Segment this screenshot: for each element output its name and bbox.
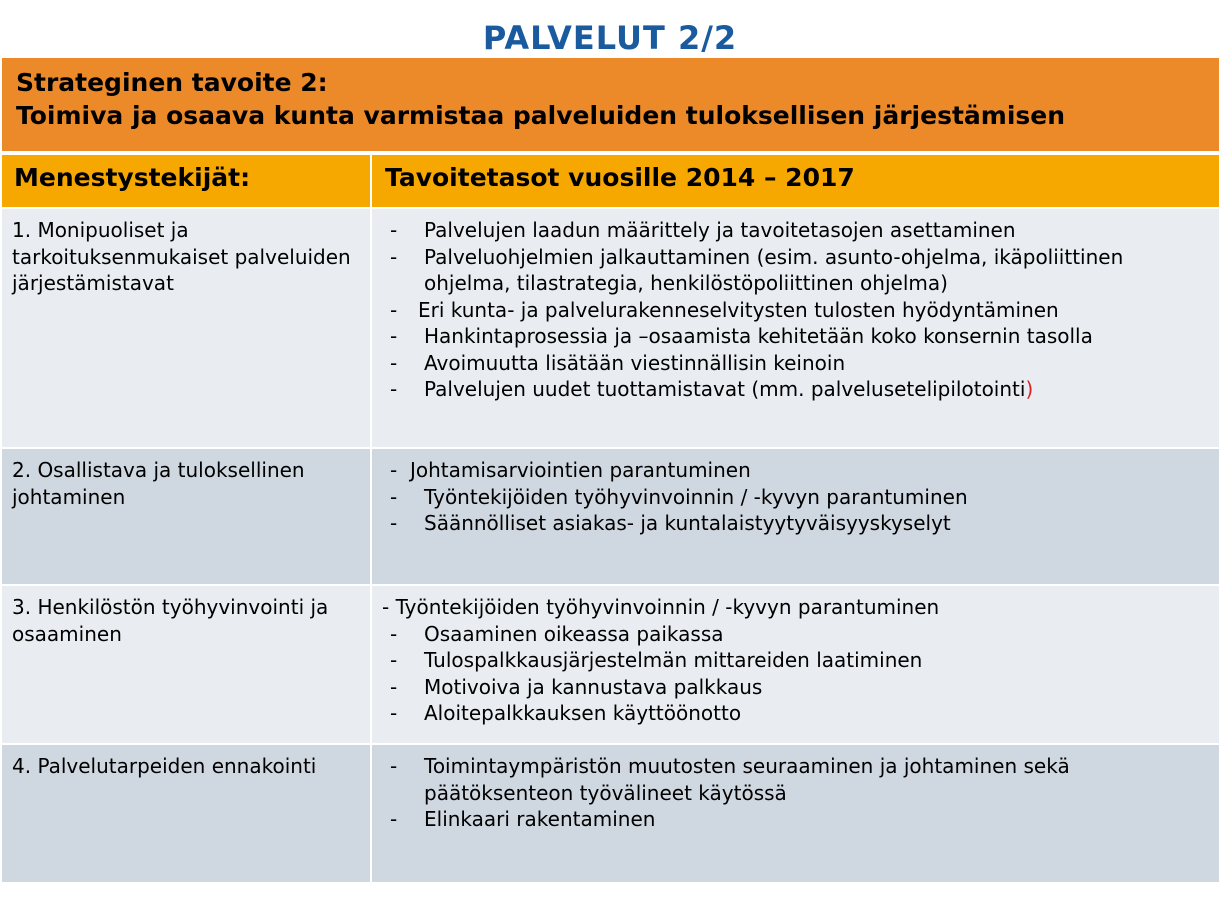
target-item	[382, 647, 1213, 674]
table-header-row	[2, 155, 1219, 207]
bullet-dash: -	[390, 244, 398, 269]
bullet-dash: -	[390, 807, 398, 831]
target-item	[382, 350, 1213, 377]
goal-statement: Toimiva ja osaava kunta varmistaa palveluiden tuloksellisen järjestämisen	[16, 101, 1066, 130]
target-item-text: - Työntekijöiden työhyvinvoinnin / -kyvyn parantuminen	[382, 595, 940, 619]
page-title: PALVELUT 2/2	[482, 19, 738, 57]
target-item-text: Säännölliset asiakas- ja kuntalaistyytyväisyyskyselyt	[424, 511, 951, 535]
target-levels-cell	[372, 745, 1219, 882]
success-factor-cell: 4. Palvelutarpeiden ennakointi	[2, 745, 370, 882]
bullet-dash: -	[390, 377, 398, 401]
success-factor-cell: 3. Henkilöstön työhyvinvointi ja osaaminen	[2, 586, 370, 743]
target-item-text: Avoimuutta lisätään viestinnällisin keinoin	[424, 350, 846, 375]
target-item	[382, 484, 1213, 511]
goal-label: Strateginen tavoite 2:	[16, 68, 328, 97]
success-factor-cell: 1. Monipuoliset ja tarkoituksenmukaiset palveluiden järjestämistavat	[2, 209, 370, 447]
target-levels-cell	[372, 209, 1219, 447]
target-item	[382, 297, 1213, 324]
target-item-text: Johtamisarviointien parantuminen	[410, 458, 751, 482]
strategic-goal-banner	[2, 58, 1219, 151]
target-item-text: Tulospalkkausjärjestelmän mittareiden laatiminen	[424, 648, 923, 672]
target-item-text: Aloitepalkkauksen käyttöönotto	[424, 701, 742, 725]
target-item	[382, 806, 1213, 833]
goals-table	[2, 155, 1219, 882]
target-item-text: Elinkaari rakentaminen	[424, 807, 656, 831]
target-item-text: Eri kunta- ja palvelurakenneselvitysten tulosten hyödyntäminen	[418, 297, 1059, 322]
target-item	[382, 457, 1213, 484]
bullet-dash: -	[390, 701, 398, 725]
bullet-dash: -	[390, 324, 398, 348]
bullet-dash: -	[390, 754, 398, 778]
target-item-text: Palveluohjelmien jalkauttaminen (esim. asunto-ohjelma, ikäpoliittinen ohjelma, tilastrategia, henkilöstöpoliittinen ohjelma)	[424, 244, 1124, 295]
target-item	[382, 674, 1213, 701]
table-row	[2, 209, 1219, 447]
target-item	[382, 621, 1213, 648]
target-item	[382, 376, 1213, 403]
bullet-dash: -	[390, 648, 398, 672]
bullet-dash: -	[390, 511, 398, 535]
target-item-text: Palvelujen laadun määrittely ja tavoitetasojen asettaminen	[424, 218, 1016, 242]
target-levels-cell	[372, 586, 1219, 743]
target-item	[382, 753, 1213, 806]
table-row	[2, 449, 1219, 584]
bullet-dash: -	[390, 350, 398, 375]
target-item-text: Hankintaprosessia ja –osaamista kehitetään koko konsernin tasolla	[424, 324, 1093, 348]
bullet-dash: -	[390, 458, 398, 482]
bullet-dash: -	[390, 297, 398, 322]
table-row	[2, 586, 1219, 743]
bullet-dash: -	[390, 218, 398, 242]
target-item	[382, 594, 1213, 621]
target-item	[382, 700, 1213, 727]
bullet-dash: -	[390, 674, 398, 699]
target-item-text: Työntekijöiden työhyvinvoinnin / -kyvyn parantuminen	[424, 484, 968, 509]
target-item	[382, 217, 1213, 244]
success-factor-cell: 2. Osallistava ja tuloksellinen johtaminen	[2, 449, 370, 584]
table-row	[2, 745, 1219, 882]
target-item-text: Palvelujen uudet tuottamistavat (mm. palvelusetelipilotointi	[424, 377, 1026, 401]
header-target-levels: Tavoitetasot vuosille 2014 – 2017	[372, 155, 1219, 207]
target-item	[382, 323, 1213, 350]
target-item	[382, 244, 1213, 297]
target-item-text: Osaaminen oikeassa paikassa	[424, 621, 724, 646]
bullet-dash: -	[390, 621, 398, 646]
target-item	[382, 510, 1213, 537]
target-item-text: Motivoiva ja kannustava palkkaus	[424, 674, 763, 699]
target-levels-cell	[372, 449, 1219, 584]
header-success-factors: Menestystekijät:	[2, 155, 370, 207]
target-item-text: Toimintaympäristön muutosten seuraaminen ja johtaminen sekä päätöksenteon työvälineet käytössä	[424, 754, 1070, 805]
closing-parenthesis: )	[1025, 377, 1034, 401]
bullet-dash: -	[390, 484, 398, 509]
